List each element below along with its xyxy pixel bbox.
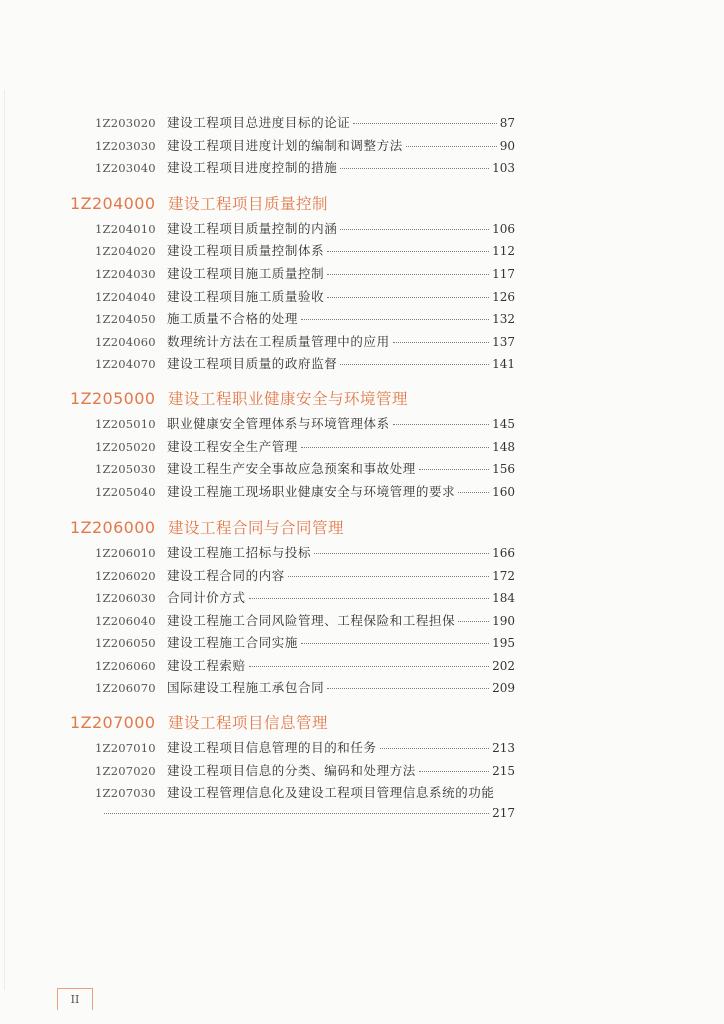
entry-title: 建设工程项目施工质量控制 xyxy=(167,266,325,281)
entry-code: 1Z204060 xyxy=(95,335,156,349)
toc-entry[interactable] xyxy=(95,482,515,500)
entry-code: 1Z203040 xyxy=(95,161,156,175)
dot-leader xyxy=(458,621,489,622)
dot-leader xyxy=(419,771,489,772)
chapter-code: 1Z204000 xyxy=(70,194,156,213)
toc-entry[interactable] xyxy=(95,678,515,696)
toc-entry[interactable] xyxy=(95,264,515,282)
entry-page: 217 xyxy=(492,806,515,820)
dot-leader xyxy=(314,553,489,554)
entry-title: 建设工程项目信息管理的目的和任务 xyxy=(167,740,377,755)
entry-code: 1Z207030 xyxy=(95,786,156,800)
toc-entry[interactable] xyxy=(95,656,515,674)
entry-code: 1Z207010 xyxy=(95,741,156,755)
toc-entry[interactable] xyxy=(95,287,515,305)
entry-title: 数理统计方法在工程质量管理中的应用 xyxy=(167,334,390,349)
toc-entry[interactable] xyxy=(95,459,515,477)
dot-leader xyxy=(419,469,489,470)
toc-entry[interactable] xyxy=(95,219,515,237)
toc-entry[interactable] xyxy=(95,158,515,176)
chapter-heading[interactable] xyxy=(70,711,328,733)
entry-page: 117 xyxy=(492,267,515,281)
entry-code: 1Z205010 xyxy=(95,417,156,431)
entry-code: 1Z206030 xyxy=(95,591,156,605)
toc-entry[interactable] xyxy=(95,136,515,154)
entry-code: 1Z207020 xyxy=(95,764,156,778)
entry-code: 1Z204070 xyxy=(95,357,156,371)
entry-title: 施工质量不合格的处理 xyxy=(167,311,299,326)
entry-code: 1Z206060 xyxy=(95,659,156,673)
entry-page: 166 xyxy=(492,546,515,560)
entry-code: 1Z206040 xyxy=(95,614,156,628)
dot-leader xyxy=(301,319,489,320)
toc-entry[interactable] xyxy=(95,332,515,350)
dot-leader xyxy=(340,168,489,169)
entry-page: 137 xyxy=(492,335,515,349)
chapter-code: 1Z207000 xyxy=(70,713,156,732)
chapter-heading[interactable] xyxy=(70,387,408,409)
entry-title: 建设工程项目进度控制的措施 xyxy=(167,160,338,175)
dot-leader xyxy=(340,364,489,365)
toc-entry-continuation[interactable] xyxy=(104,806,515,820)
entry-page: 195 xyxy=(492,636,515,650)
entry-page: 172 xyxy=(492,569,515,583)
chapter-title: 建设工程合同与合同管理 xyxy=(168,519,345,537)
entry-code: 1Z204040 xyxy=(95,290,156,304)
entry-page: 215 xyxy=(492,764,515,778)
entry-title: 建设工程项目质量控制体系 xyxy=(167,243,325,258)
entry-title: 建设工程安全生产管理 xyxy=(167,439,299,454)
dot-leader xyxy=(393,424,489,425)
entry-code: 1Z204030 xyxy=(95,267,156,281)
chapter-title: 建设工程项目质量控制 xyxy=(168,195,329,213)
toc-entry[interactable] xyxy=(95,611,515,629)
scan-edge-line xyxy=(4,90,5,990)
toc-entry[interactable] xyxy=(95,543,515,561)
dot-leader xyxy=(288,576,489,577)
entry-page: 145 xyxy=(492,417,515,431)
entry-title: 职业健康安全管理体系与环境管理体系 xyxy=(167,416,390,431)
dot-leader xyxy=(301,447,489,448)
entry-page: 202 xyxy=(492,659,515,673)
dot-leader xyxy=(406,146,497,147)
entry-page: 184 xyxy=(492,591,515,605)
chapter-heading[interactable] xyxy=(70,516,344,538)
chapter-title: 建设工程职业健康安全与环境管理 xyxy=(168,390,409,408)
dot-leader xyxy=(393,342,489,343)
entry-code: 1Z206020 xyxy=(95,569,156,583)
entry-page: 112 xyxy=(492,244,515,258)
toc-entry[interactable] xyxy=(95,437,515,455)
dot-leader xyxy=(340,229,489,230)
entry-title: 建设工程施工合同风险管理、工程保险和工程担保 xyxy=(167,613,456,628)
dot-leader xyxy=(458,492,489,493)
dot-leader xyxy=(327,251,489,252)
entry-page: 126 xyxy=(492,290,515,304)
toc-entry[interactable] xyxy=(95,241,515,259)
chapter-heading[interactable] xyxy=(70,192,328,214)
entry-code: 1Z204010 xyxy=(95,222,156,236)
entry-page: 190 xyxy=(492,614,515,628)
dot-leader xyxy=(327,274,489,275)
entry-title: 建设工程项目质量控制的内涵 xyxy=(167,221,338,236)
entry-title: 建设工程项目信息的分类、编码和处理方法 xyxy=(167,763,416,778)
entry-title: 建设工程施工合同实施 xyxy=(167,635,299,650)
entry-code: 1Z205030 xyxy=(95,462,156,476)
toc-entry[interactable] xyxy=(95,761,515,779)
entry-page: 90 xyxy=(499,139,515,153)
toc-entry[interactable] xyxy=(95,738,515,756)
entry-title: 建设工程项目总进度目标的论证 xyxy=(167,115,351,130)
toc-entry[interactable] xyxy=(95,113,515,131)
entry-page: 106 xyxy=(492,222,515,236)
entry-code: 1Z206070 xyxy=(95,681,156,695)
toc-entry[interactable] xyxy=(95,309,515,327)
chapter-code: 1Z206000 xyxy=(70,518,156,537)
entry-title: 建设工程项目进度计划的编制和调整方法 xyxy=(167,138,403,153)
dot-leader xyxy=(249,666,489,667)
entry-page: 87 xyxy=(499,116,515,130)
entry-code: 1Z205020 xyxy=(95,440,156,454)
entry-page: 103 xyxy=(492,161,515,175)
entry-title: 建设工程项目施工质量验收 xyxy=(167,289,325,304)
entry-title: 建设工程项目质量的政府监督 xyxy=(167,356,338,371)
entry-page: 213 xyxy=(492,741,515,755)
entry-title: 建设工程管理信息化及建设工程项目管理信息系统的功能 xyxy=(167,785,495,800)
entry-title: 建设工程合同的内容 xyxy=(167,568,285,583)
entry-title: 建设工程生产安全事故应急预案和事故处理 xyxy=(167,461,416,476)
entry-page: 156 xyxy=(492,462,515,476)
entry-code: 1Z205040 xyxy=(95,485,156,499)
entry-code: 1Z206050 xyxy=(95,636,156,650)
entry-code: 1Z203030 xyxy=(95,139,156,153)
entry-code: 1Z206010 xyxy=(95,546,156,560)
dot-leader xyxy=(353,123,496,124)
chapter-code: 1Z205000 xyxy=(70,389,156,408)
dot-leader xyxy=(380,748,489,749)
entry-code: 1Z203020 xyxy=(95,116,156,130)
dot-leader xyxy=(327,297,489,298)
dot-leader xyxy=(301,643,489,644)
toc-entry[interactable] xyxy=(95,783,515,801)
chapter-title: 建设工程项目信息管理 xyxy=(168,714,329,732)
toc-entry[interactable] xyxy=(95,588,515,606)
toc-entry[interactable] xyxy=(95,414,515,432)
dot-leader xyxy=(327,688,489,689)
page-number-tab xyxy=(57,988,93,1010)
entry-page: 148 xyxy=(492,440,515,454)
entry-code: 1Z204020 xyxy=(95,244,156,258)
toc-entry[interactable] xyxy=(95,633,515,651)
dot-leader xyxy=(249,598,489,599)
entry-page: 132 xyxy=(492,312,515,326)
entry-page: 160 xyxy=(492,485,515,499)
entry-title: 建设工程施工现场职业健康安全与环境管理的要求 xyxy=(167,484,456,499)
page-number-label: II xyxy=(70,993,80,1006)
toc-entry[interactable] xyxy=(95,354,515,372)
entry-page: 209 xyxy=(492,681,515,695)
dot-leader xyxy=(104,813,489,814)
entry-title: 国际建设工程施工承包合同 xyxy=(167,680,325,695)
entry-title: 建设工程索赔 xyxy=(167,658,246,673)
entry-title: 建设工程施工招标与投标 xyxy=(167,545,312,560)
toc-entry[interactable] xyxy=(95,566,515,584)
entry-title: 合同计价方式 xyxy=(167,590,246,605)
entry-page: 141 xyxy=(492,357,515,371)
entry-code: 1Z204050 xyxy=(95,312,156,326)
